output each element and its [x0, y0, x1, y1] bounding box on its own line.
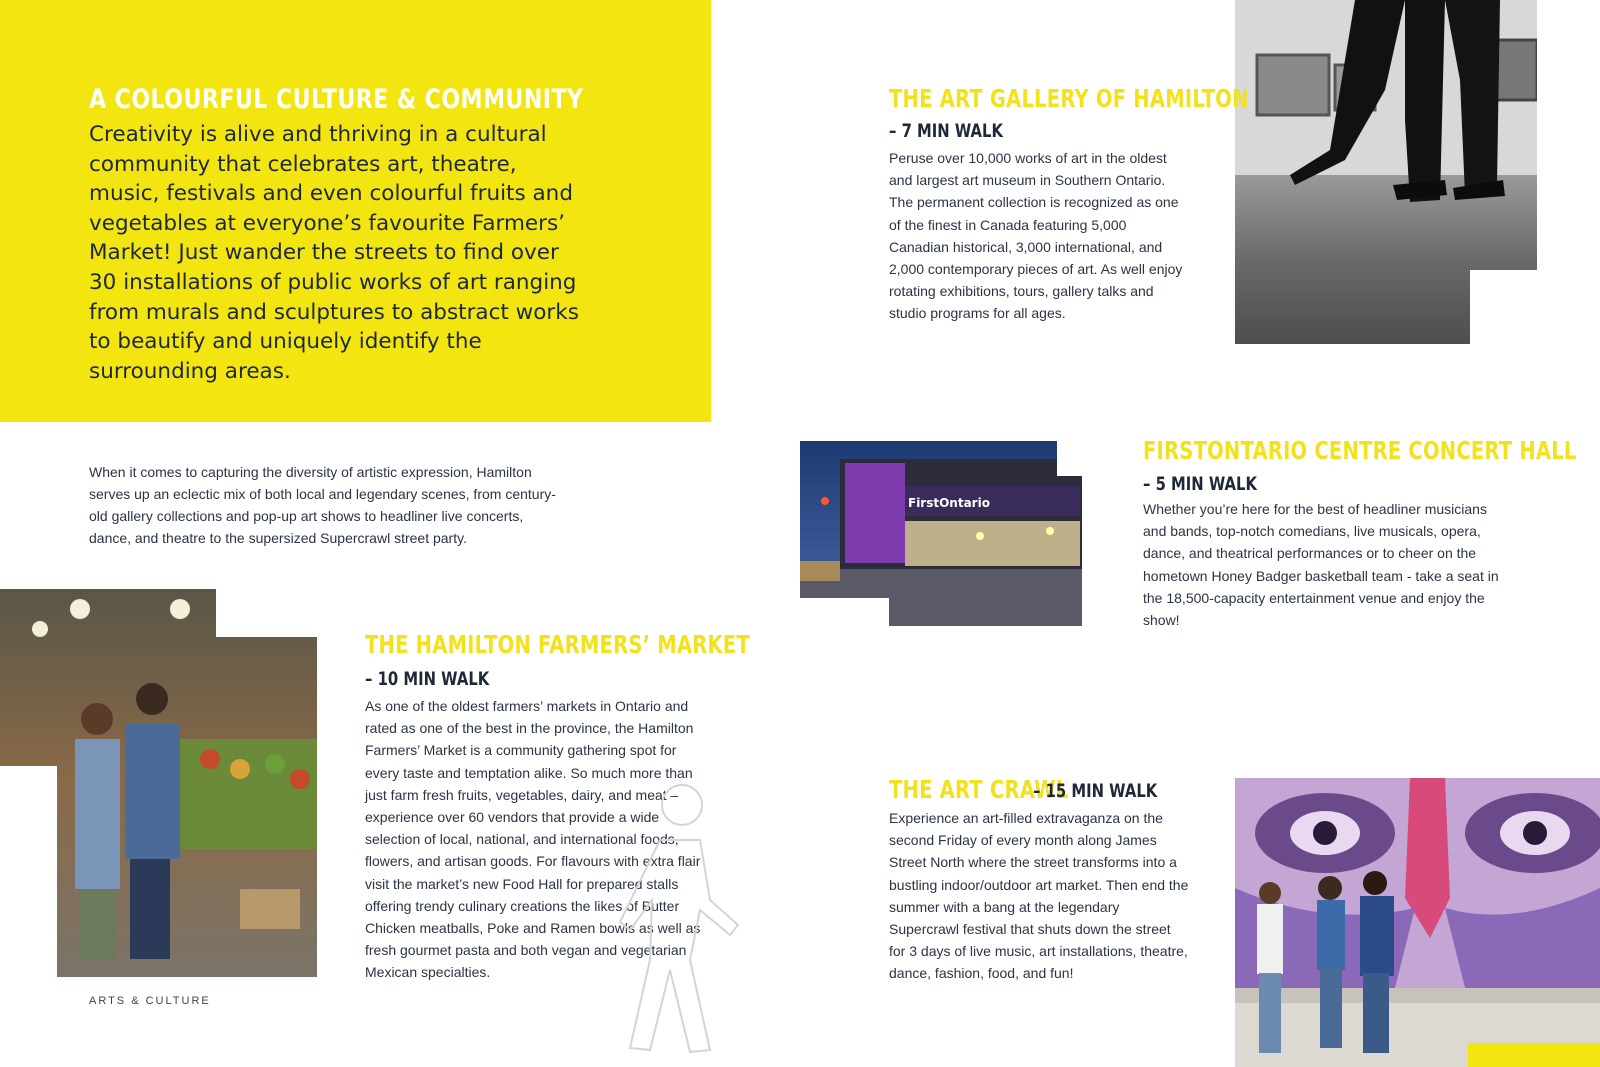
crawl-body: Experience an art-filled extravaganza on the second Friday of every month along James Street North where the street transforms into a bustling indoor/outdoor art market. Then end the summer with a bang at the legendary Supercrawl festival that shuts down the street for 3 days of live music, art installations, theatre, dance, fashion, food, and fun!: [889, 810, 1189, 982]
intro-paragraph: When it comes to capturing the diversity of artistic expression, Hamilton serves up an eclectic mix of both local and legendary scenes, from century-old gallery collections and pop-up art shows to headliner live concerts, dance, and theatre to the supersized Supercrawl street party.: [89, 464, 556, 546]
gallery-photo-notch: [1470, 270, 1540, 345]
concert-photo-notch-bottom: [800, 598, 889, 628]
market-walk-time: – 10 MIN WALK: [365, 668, 490, 690]
crawl-title: THE ART CRAWL: [889, 775, 1069, 804]
crawl-walk-time: – 15 MIN WALK: [1033, 780, 1158, 802]
walking-figure-outline: [590, 760, 750, 1060]
concert-sign-text: FirstOntario: [908, 496, 990, 510]
concert-photo-notch-top: [1057, 441, 1087, 476]
market-photo-notch-bottom: [0, 766, 57, 977]
gallery-title: THE ART GALLERY OF HAMILTON: [889, 84, 1249, 113]
market-title: THE HAMILTON FARMERS’ MARKET: [365, 630, 750, 659]
market-body: As one of the oldest farmers’ markets in Ontario and rated as one of the best in the province, the Hamilton Farmers’ Market is a community gathering spot for every taste and temptation alike. So much more than just farm fresh fruits, vegetables, dairy, and meat – experience over 60 vendors that provide a wide selection of local, national, and international foods, flowers, and artisan goods. For flavours with extra flair visit the market’s new Food Hall for prepared stalls offering trendy culinary creations the likes of Butter Chicken meatballs, Poke and Ramen bowls as well as fresh gourmet pasta and both vegan and vegetarian Mexican specialties.: [365, 698, 701, 981]
section-footer-label: ARTS & CULTURE: [89, 995, 211, 1007]
hero-title: A COLOURFUL CULTURE & COMMUNITY: [89, 84, 584, 115]
market-photo-notch-top: [216, 589, 317, 637]
concert-title: FIRSTONTARIO CENTRE CONCERT HALL: [1143, 436, 1577, 465]
hero-body: Creativity is alive and thriving in a cultural community that celebrates art, theatre, music, festivals and even colourful fruits and vegetables at everyone’s favourite Farmers’ Market! Just wander the streets to find over 30 installations of public works of art ranging from murals and sculptures to abstract works to beautify and uniquely identify the surrounding areas.: [89, 122, 579, 384]
mural-photo: [1235, 778, 1600, 1067]
accent-yellow-bar: [1468, 1043, 1600, 1067]
gallery-body: Peruse over 10,000 works of art in the oldest and largest art museum in Southern Ontario. The permanent collection is recognized as one of the finest in Canada featuring 5,000 Canadian historical, 3,000 international, and 2,000 contemporary pieces of art. As well enjoy rotating exhibitions, tours, gallery talks and studio programs for all ages.: [889, 150, 1183, 322]
concert-walk-time: – 5 MIN WALK: [1143, 473, 1257, 495]
gallery-walk-time: – 7 MIN WALK: [889, 120, 1003, 142]
concert-body: Whether you’re here for the best of headliner musicians and bands, top-notch comedians, live musicals, opera, dance, and theatrical performances or to cheer on the hometown Honey Badger basketball team - take a seat in the 18,500-capacity entertainment venue and enjoy the show!: [1143, 501, 1499, 629]
